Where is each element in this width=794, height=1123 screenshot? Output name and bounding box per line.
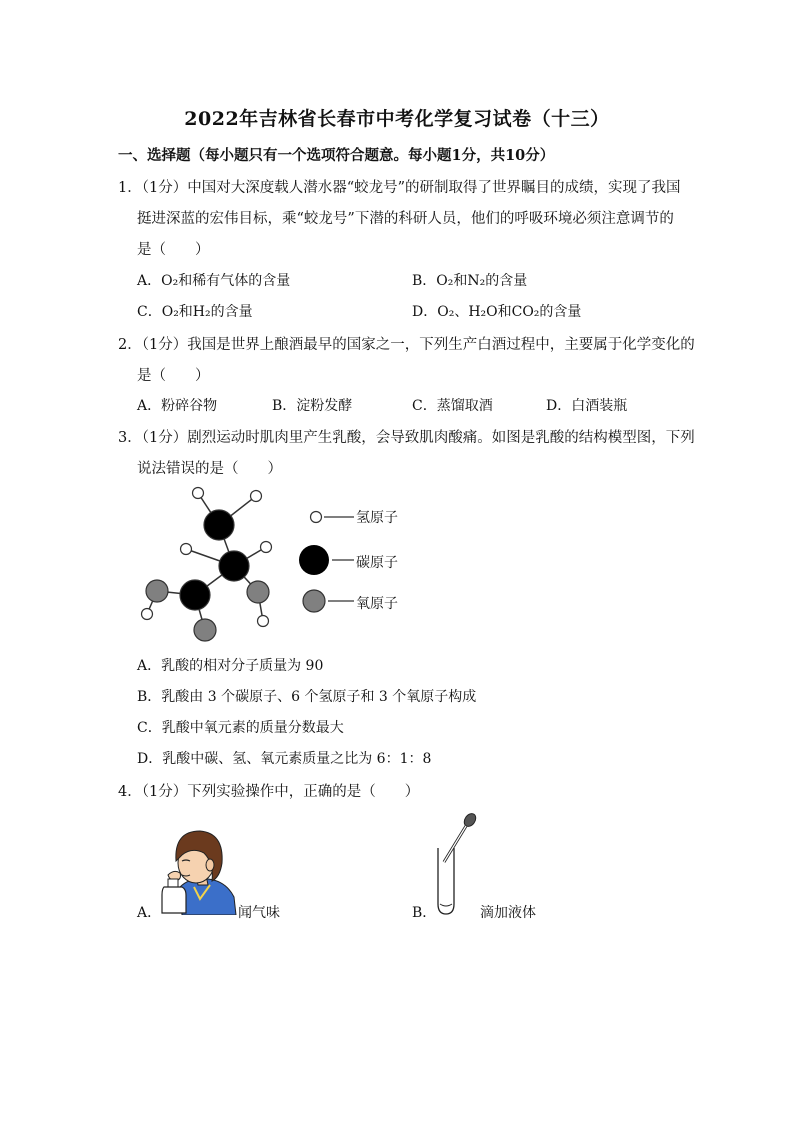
legend-hydrogen-label: 氢原子: [356, 510, 398, 526]
q2-option-b[interactable]: B．淀粉发酵: [272, 398, 353, 414]
q4-option-a-caption: 闻气味: [238, 905, 280, 921]
oxygen-atom: [247, 581, 269, 603]
oxygen-atom: [146, 580, 168, 602]
section-header: 一、选择题（每小题只有一个选项符合题意。每小题1分，共10分）: [118, 147, 555, 164]
q1-option-a[interactable]: A．O₂和稀有气体的含量: [137, 273, 291, 289]
legend-oxygen-label: 氧原子: [356, 596, 398, 612]
legend-carbon-label: 碳原子: [356, 555, 398, 571]
q4-line1: 4．（1分）下列实验操作中，正确的是（ ）: [118, 784, 420, 800]
hydrogen-atom: [261, 542, 272, 553]
q2-line2: 是（ ）: [137, 368, 210, 384]
q4-option-b-caption: 滴加液体: [480, 905, 536, 921]
q2-line1: 2．（1分）我国是世界上酿酒最早的国家之一，下列生产白酒过程中，主要属于化学变化的: [118, 337, 695, 353]
hydrogen-atom: [251, 491, 262, 502]
q3-option-c[interactable]: C．乳酸中氧元素的质量分数最大: [137, 720, 344, 736]
q2-option-a[interactable]: A．粉碎谷物: [137, 398, 218, 414]
carbon-legend-icon: [299, 545, 329, 575]
q1-option-b[interactable]: B．O₂和N₂的含量: [412, 273, 528, 289]
hydrogen-legend-icon: [311, 512, 322, 523]
q3-line2: 说法错误的是（ ）: [137, 461, 282, 477]
smelling-gas-illustration: [160, 825, 238, 915]
q4-option-a-prefix[interactable]: A．: [137, 905, 162, 921]
hydrogen-atom: [258, 616, 269, 627]
carbon-atom: [180, 580, 210, 610]
hydrogen-atom: [181, 544, 192, 555]
q1-line1: 1．（1分）中国对大深度载人潜水器“蛟龙号”的研制取得了世界瞩目的成绩，实现了我国: [118, 180, 681, 196]
oxygen-legend-icon: [303, 590, 325, 612]
q1-line2: 挺进深蓝的宏伟目标，乘“蛟龙号”下潜的科研人员，他们的呼吸环境必须注意调节的: [137, 211, 674, 227]
q3-option-b[interactable]: B．乳酸由 3 个碳原子、6 个氢原子和 3 个氧原子构成: [137, 689, 477, 705]
page-title: 2022年吉林省长春市中考化学复习试卷（十三）: [184, 108, 610, 130]
q3-line1: 3．（1分）剧烈运动时肌肉里产生乳酸，会导致肌肉酸痛。如图是乳酸的结构模型图，下列: [118, 430, 695, 446]
q1-line3: 是（ ）: [137, 242, 210, 258]
atom-legend-graphics: [298, 500, 358, 615]
oxygen-atom: [194, 619, 216, 641]
dropping-liquid-illustration: [432, 812, 482, 917]
q3-option-a[interactable]: A．乳酸的相对分子质量为 90: [137, 658, 324, 674]
lactic-acid-molecule-diagram: [130, 480, 290, 645]
q4-option-b-prefix[interactable]: B．: [412, 905, 437, 921]
q3-option-d[interactable]: D．乳酸中碳、氢、氧元素质量之比为 6：1：8: [137, 751, 432, 767]
q1-option-c[interactable]: C．O₂和H₂的含量: [137, 304, 253, 320]
hydrogen-atom: [142, 609, 153, 620]
carbon-atom: [219, 551, 249, 581]
q2-option-d[interactable]: D．白酒装瓶: [546, 398, 628, 414]
carbon-atom: [204, 510, 234, 540]
hydrogen-atom: [193, 488, 204, 499]
q1-option-d[interactable]: D．O₂、H₂O和CO₂的含量: [412, 304, 582, 320]
q2-option-c[interactable]: C．蒸馏取酒: [412, 398, 493, 414]
